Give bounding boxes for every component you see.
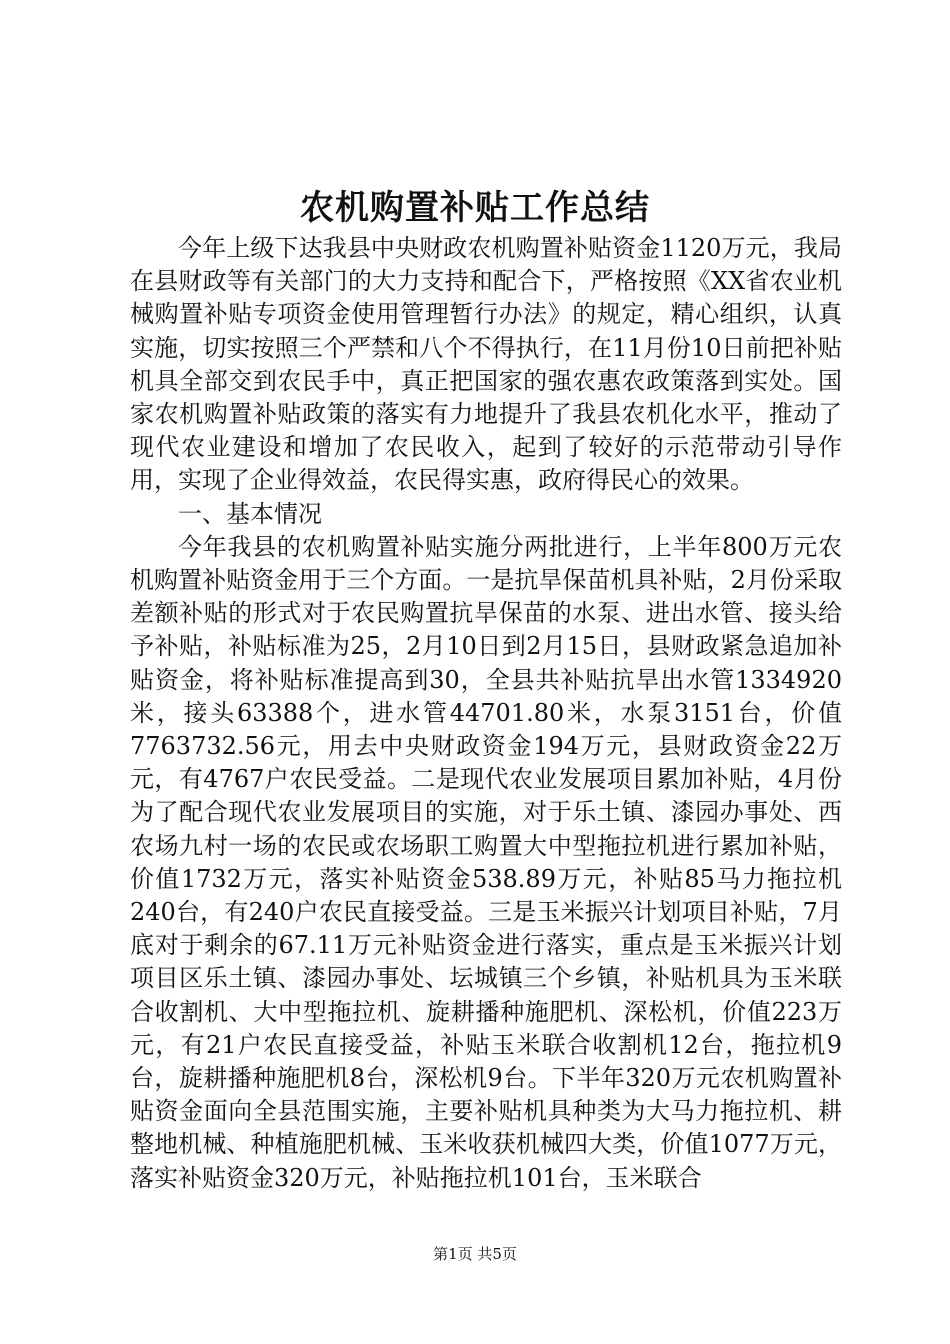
page-number: 第1页 共5页	[433, 1245, 517, 1263]
document-title: 农机购置补贴工作总结	[300, 188, 650, 228]
section-heading: 一、基本情况	[178, 499, 322, 528]
document-body	[130, 232, 842, 1195]
intro-paragraph: 今年上级下达我县中央财政农机购置补贴资金1120万元，我局在县财政等有关部门的大力支持和配合下，严格按照《XX省农业机械购置补贴专项资金使用管理暂行办法》的规定，精心组织，认真实施，切实按照三个严禁和八个不得执行，在11月份10日前把补贴机具全部交到农民手中，真正把国家的强农惠农政策落到实处。国家农机购置补贴政策的落实有力地提升了我县农机化水平，推动了现代农业建设和增加了农民收入，起到了较好的示范带动引导作用，实现了企业得效益，农民得实惠，政府得民心的效果。	[130, 234, 842, 495]
basic-situation-paragraph: 今年我县的农机购置补贴实施分两批进行，上半年800万元农机购置补贴资金用于三个方面。一是抗旱保苗机具补贴，2月份采取差额补贴的形式对于农民购置抗旱保苗的水泵、进出水管、接头给予补贴，补贴标准为25，2月10日到2月15日，县财政紧急追加补贴资金，将补贴标准提高到30，全县共补贴抗旱出水管1334920米，接头63388个，进水管44701.80米，水泵3151台，价值7763732.56元，用去中央财政资金194万元，县财政资金22万元，有4767户农民受益。二是现代农业发展项目累加补贴，4月份为了配合现代农业发展项目的实施，对于乐土镇、漆园办事处、西农场九村一场的农民或农场职工购置大中型拖拉机进行累加补贴，价值1732万元，落实补贴资金538.89万元，补贴85马力拖拉机240台，有240户农民直接受益。三是玉米振兴计划项目补贴，7月底对于剩余的67.11万元补贴资金进行落实，重点是玉米振兴计划项目区乐土镇、漆园办事处、坛城镇三个乡镇，补贴机具为玉米联合收割机、大中型拖拉机、旋耕播种施肥机、深松机，价值223万元，有21户农民直接受益，补贴玉米联合收割机12台，拖拉机9台，旋耕播种施肥机8台，深松机9台。下半年320万元农机购置补贴资金面向全县范围实施，主要补贴机具种类为大马力拖拉机、耕整地机械、种植施肥机械、玉米收获机械四大类，价值1077万元，落实补贴资金320万元，补贴拖拉机101台，玉米联合	[130, 532, 842, 1192]
